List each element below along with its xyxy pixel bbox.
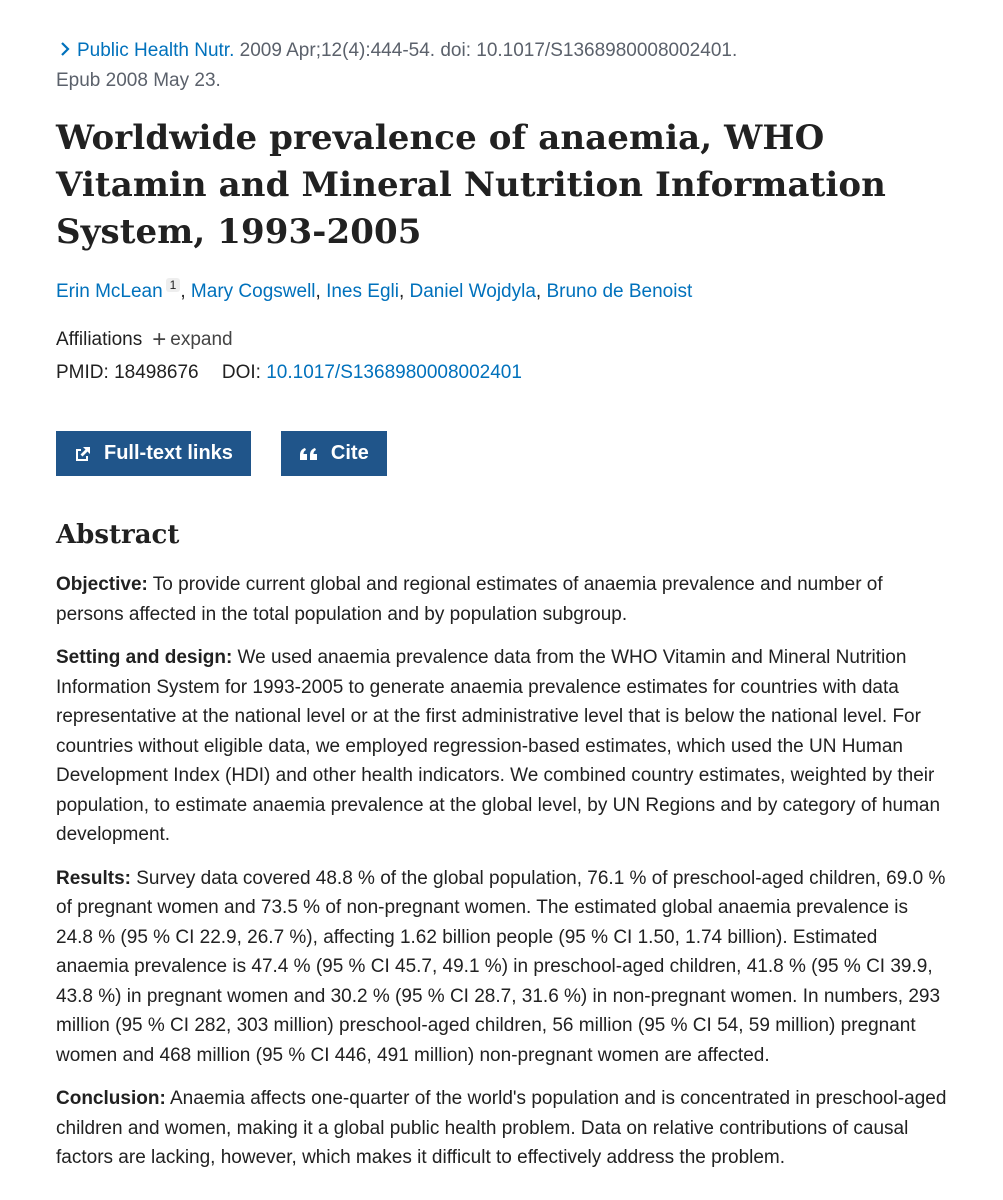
pmid-label: PMID: [56, 362, 109, 383]
affiliation-ref[interactable]: 1 [166, 278, 181, 292]
author-link[interactable]: Daniel Wojdyla [409, 281, 536, 302]
full-text-links-button[interactable] [56, 431, 251, 476]
section-label: Results: [56, 867, 131, 889]
external-link-icon [74, 445, 92, 463]
section-label: Setting and design: [56, 647, 233, 668]
section-text: To provide current global and regional estimates of anaemia prevalence and number of persons affected in the total population and by population subgroup. [56, 574, 883, 625]
author-link[interactable]: Bruno de Benoist [546, 281, 693, 302]
affiliations-row[interactable] [56, 323, 947, 356]
author-list: Erin McLean $^1$ , Mary Cogswell, Ines Egli, Daniel Wojdyla, Bruno de Benoist [56, 278, 693, 302]
doi-link[interactable]: 10.1017/S1368980008002401 [266, 362, 522, 383]
quote-icon [299, 446, 319, 462]
journal-link[interactable] [56, 40, 234, 61]
full-text-links-label: Full-text links [104, 442, 233, 464]
abstract-section-setting [56, 643, 947, 850]
epub-date: Epub 2008 May 23. [56, 70, 221, 91]
article-meta [56, 323, 947, 389]
journal-name[interactable]: Public Health Nutr. [77, 40, 235, 61]
author-link[interactable]: Erin McLean [56, 281, 163, 302]
section-text: Survey data covered 48.8 % of the global population, 76.1 % of preschool-aged children, 69.0 % of pregnant women and 73.5 % of non-pregnant women. The estimated global anaemia prevalence is 24.8 % (95 % CI 22.9, 26.7 %), affecting 1.62 billion people (95 % CI 1.50, 1.74 billion). Estimated anaemia prevalence is 47.4 % (95 % CI 45.7, 49.1 %) in preschool-aged children, 41.8 % (95 % CI 39.9, 43.8 %) in pregnant women and 30.2 % (95 % CI 28.7, 31.6 %) in non-pregnant women. In numbers, 293 million (95 % CI 282, 303 million) preschool-aged children, 56 million (95 % CI 54, 59 million) pregnant women and 468 million (95 % CI 446, 491 million) non-pregnant women are affected. [56, 867, 946, 1066]
pmid-value: 18498676 [114, 362, 199, 383]
action-buttons [56, 431, 947, 476]
chevron-right-icon [56, 40, 74, 58]
plus-icon[interactable]: + [152, 326, 167, 353]
section-label: Conclusion: [56, 1088, 166, 1109]
cite-label: Cite [330, 442, 369, 464]
identifiers-row [56, 356, 947, 389]
cite-button[interactable] [281, 431, 387, 476]
abstract-section-objective [56, 570, 947, 629]
abstract-body [56, 570, 947, 1173]
section-text: Anaemia affects one-quarter of the world's population and is concentrated in preschool-aged children and women, making it a global public health problem. Data on relative contributions of causal factors are lacking, however, which makes it difficult to effectively address the problem. [56, 1088, 947, 1168]
author-link[interactable]: Ines Egli [326, 281, 399, 302]
section-label: Objective: [56, 574, 148, 595]
author-link[interactable]: Mary Cogswell [190, 281, 316, 302]
citation-details: 2009 Apr;12(4):444-54. doi: 10.1017/S1368980008002401. [234, 40, 738, 61]
expand-toggle[interactable]: expand [170, 329, 233, 350]
article-title: Worldwide prevalence of anaemia, WHO Vitamin and Mineral Nutrition Information System, 1993-2005 [56, 118, 886, 252]
citation-line [56, 36, 947, 96]
abstract-section-conclusion [56, 1084, 947, 1173]
section-text: We used anaemia prevalence data from the WHO Vitamin and Mineral Nutrition Information System for 1993-2005 to generate anaemia prevalence estimates for countries with data representative at the national level or at the first administrative level that is below the national level. For countries without eligible data, we employed regression-based estimates, which used the UN Human Development Index (HDI) and other health indicators. We combined country estimates, weighted by their population, to estimate anaemia prevalence at the global level, by UN Regions and by category of human development. [56, 647, 941, 845]
abstract-section-results [56, 864, 947, 1071]
affiliations-label: Affiliations [56, 329, 143, 350]
doi-label: DOI: [221, 362, 261, 383]
abstract-heading: Abstract [56, 520, 180, 550]
